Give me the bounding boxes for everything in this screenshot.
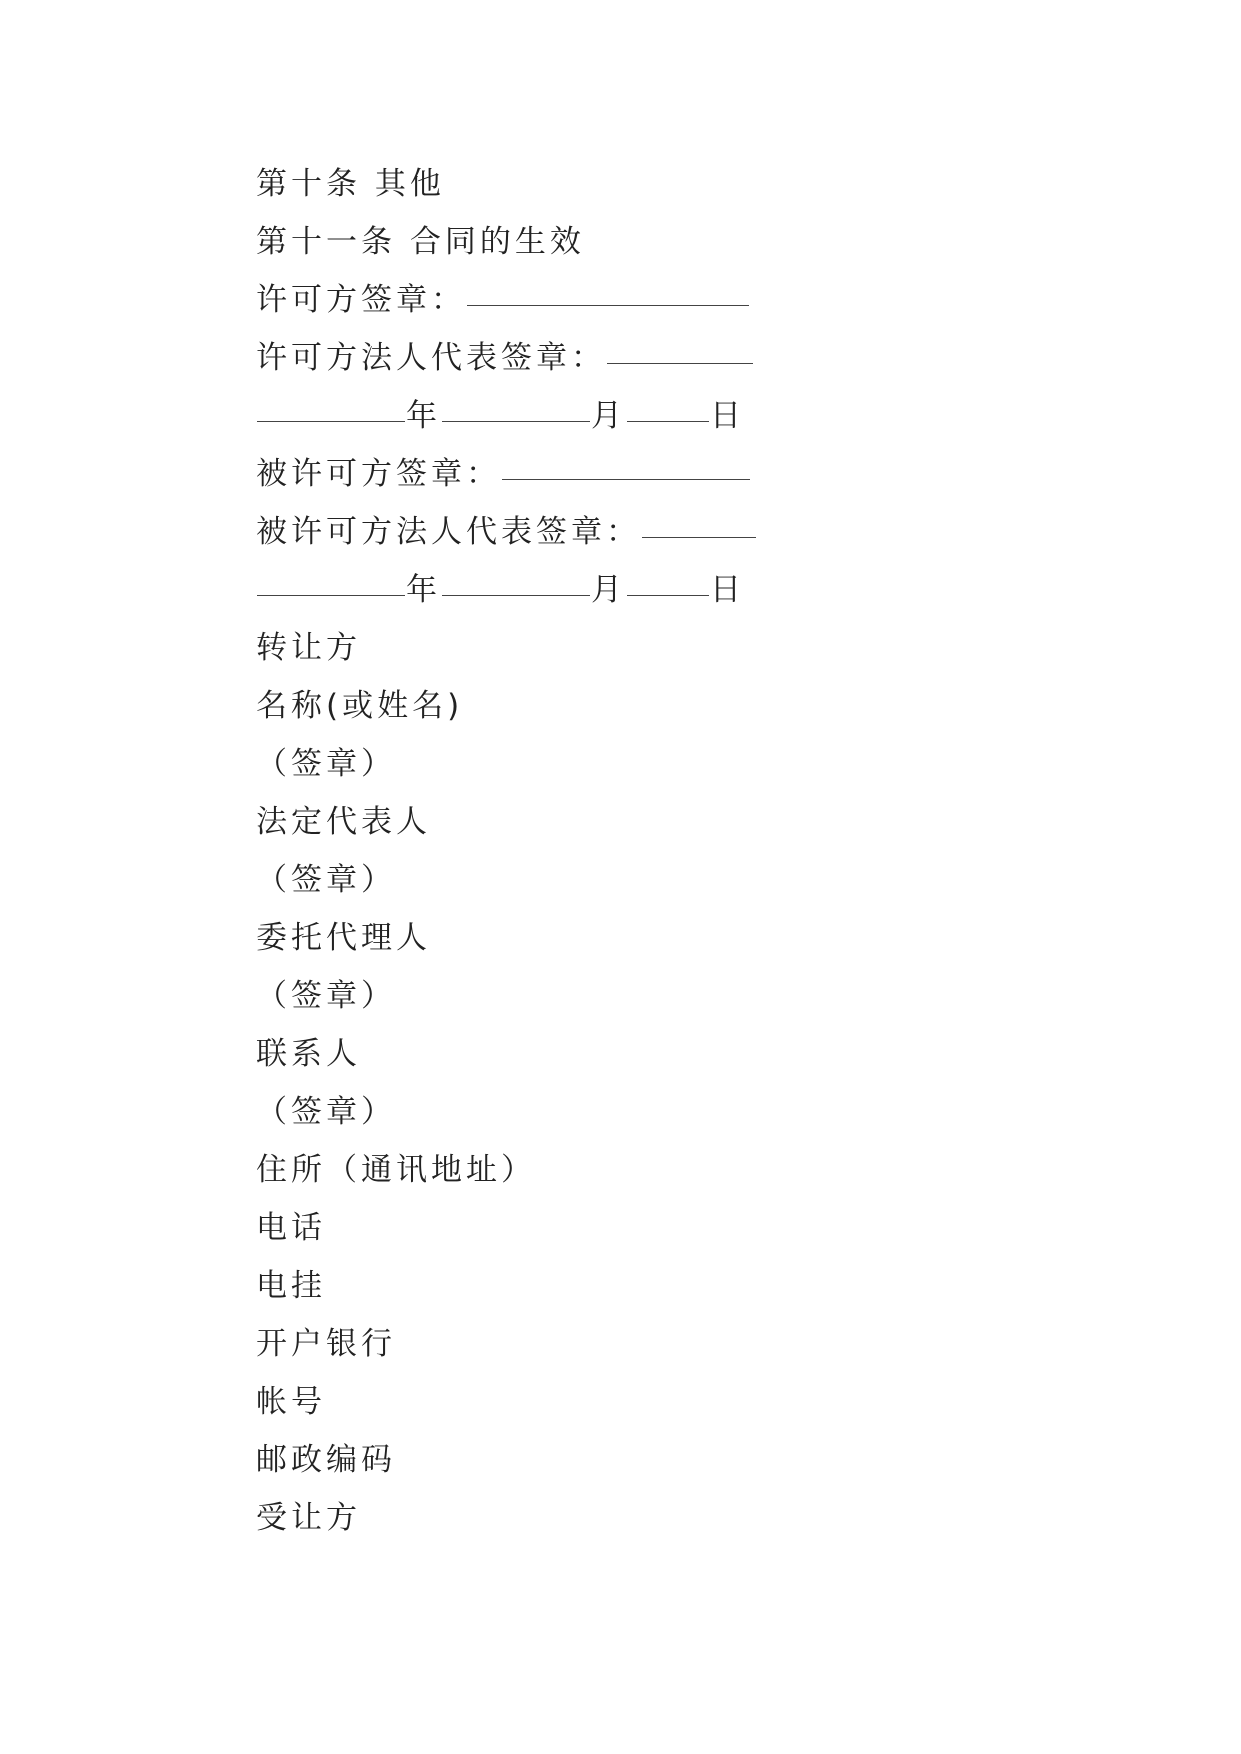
agent-label: 委托代理人: [256, 920, 431, 956]
address-label: 住所（通讯地址）: [256, 1152, 536, 1188]
account-label: 帐号: [256, 1384, 326, 1420]
day-label: 日: [710, 398, 745, 434]
year-label: 年: [406, 572, 441, 608]
month-label: 月: [591, 572, 626, 608]
day-label: 日: [710, 572, 745, 608]
seal-label: （签章）: [256, 978, 396, 1014]
seal-label: （签章）: [256, 862, 396, 898]
licensor-signature-label: 许可方签章：: [256, 282, 466, 318]
postcode-label: 邮政编码: [256, 1442, 396, 1478]
licensee-signature-label: 被许可方签章：: [256, 456, 501, 492]
year-label: 年: [406, 398, 441, 434]
licensee-rep-signature-label: 被许可方法人代表签章：: [256, 514, 641, 550]
transferor-heading: 转让方: [256, 630, 361, 666]
seal-label: （签章）: [256, 1094, 396, 1130]
phone-label: 电话: [256, 1210, 326, 1246]
bank-label: 开户银行: [256, 1326, 396, 1362]
licensor-signature-blank: [467, 281, 749, 306]
licensor-rep-signature-label: 许可方法人代表签章：: [256, 340, 606, 376]
licensor-date-row: [256, 387, 756, 445]
licensor-signature-row: [256, 271, 756, 329]
licensor-rep-signature-row: [256, 329, 756, 387]
licensee-signature-blank: [502, 455, 750, 480]
licensee-rep-signature-row: [256, 503, 756, 561]
transferee-heading: 受让方: [256, 1500, 361, 1536]
licensee-date-row: [256, 561, 756, 619]
month-blank: [442, 397, 590, 422]
year-blank: [257, 397, 405, 422]
year-blank: [257, 571, 405, 596]
month-blank: [442, 571, 590, 596]
document-content: [256, 155, 756, 1547]
month-label: 月: [591, 398, 626, 434]
article-11-heading: 第十一条 合同的生效: [256, 224, 585, 260]
seal-label: （签章）: [256, 746, 396, 782]
licensee-rep-signature-blank: [642, 513, 756, 538]
licensor-rep-signature-blank: [607, 339, 753, 364]
day-blank: [627, 571, 709, 596]
article-10-heading: 第十条 其他: [256, 166, 445, 202]
telegram-label: 电挂: [256, 1268, 326, 1304]
legal-rep-label: 法定代表人: [256, 804, 431, 840]
licensee-signature-row: [256, 445, 756, 503]
contact-label: 联系人: [256, 1036, 361, 1072]
day-blank: [627, 397, 709, 422]
name-label: 名称(或姓名): [256, 688, 464, 724]
